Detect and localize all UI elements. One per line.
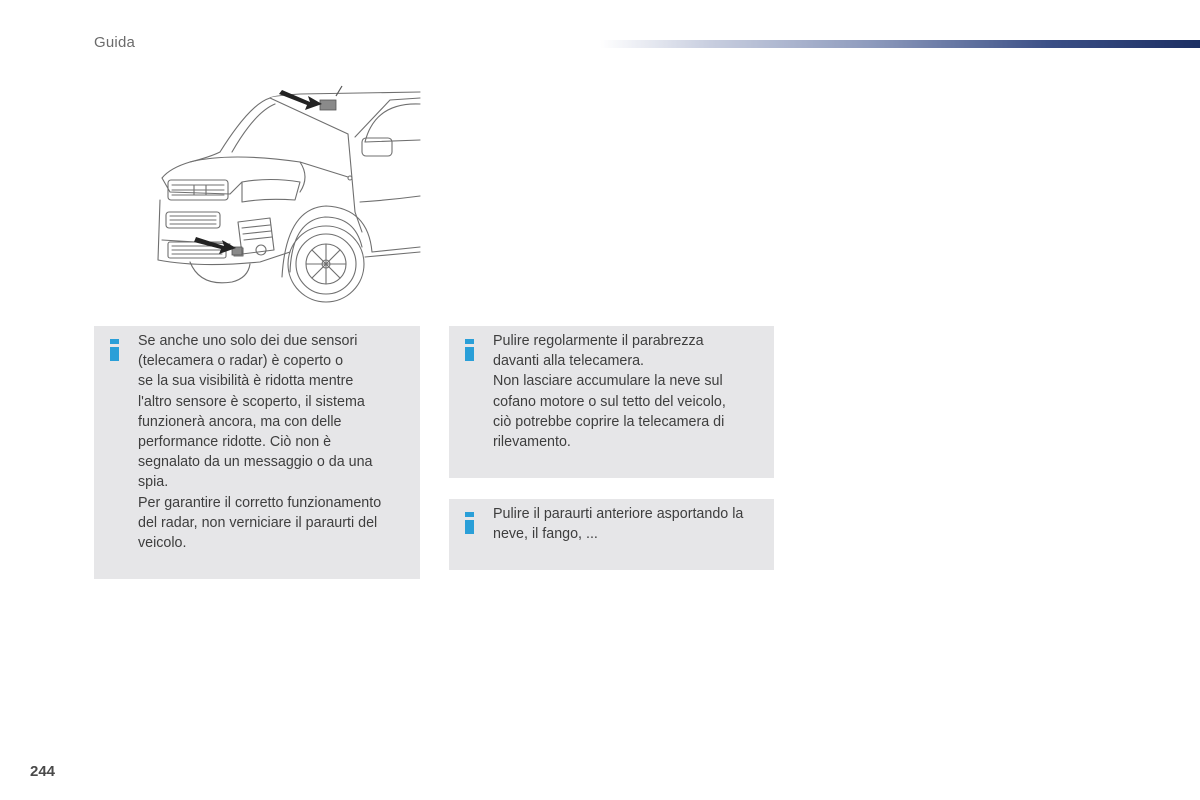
info-icon <box>465 339 474 361</box>
header-accent-bar <box>600 40 1200 48</box>
info-note-bumper <box>449 499 774 570</box>
info-note-windscreen <box>449 326 774 478</box>
info-note-sensors <box>94 326 420 579</box>
van-front-sensors-illustration <box>150 82 422 304</box>
page-number: 244 <box>30 763 56 780</box>
info-icon <box>110 339 119 361</box>
info-icon <box>465 512 474 534</box>
note-text: Pulire regolarmente il parabrezza davanti alla telecamera. Non lasciare accumulare la neve sul cofano motore o sul tetto del veicolo, ciò potrebbe coprire la telecamera di rilevamento. <box>493 333 726 451</box>
note-text: Pulire il paraurti anteriore asportando la neve, il fango, ... <box>493 506 744 543</box>
note-text: Se anche uno solo dei due sensori (telecamera o radar) è coperto o se la sua visibilità è ridotta mentre l'altro sensore è scoperto, il sistema funzionerà ancora, ma con delle performance ridotte. Ciò non è segnalato da un messaggio o da una spia. Per garantire il corretto funzionamento del radar, non verniciare il paraurti del veicolo. <box>138 333 382 552</box>
section-title: Guida <box>94 34 136 51</box>
